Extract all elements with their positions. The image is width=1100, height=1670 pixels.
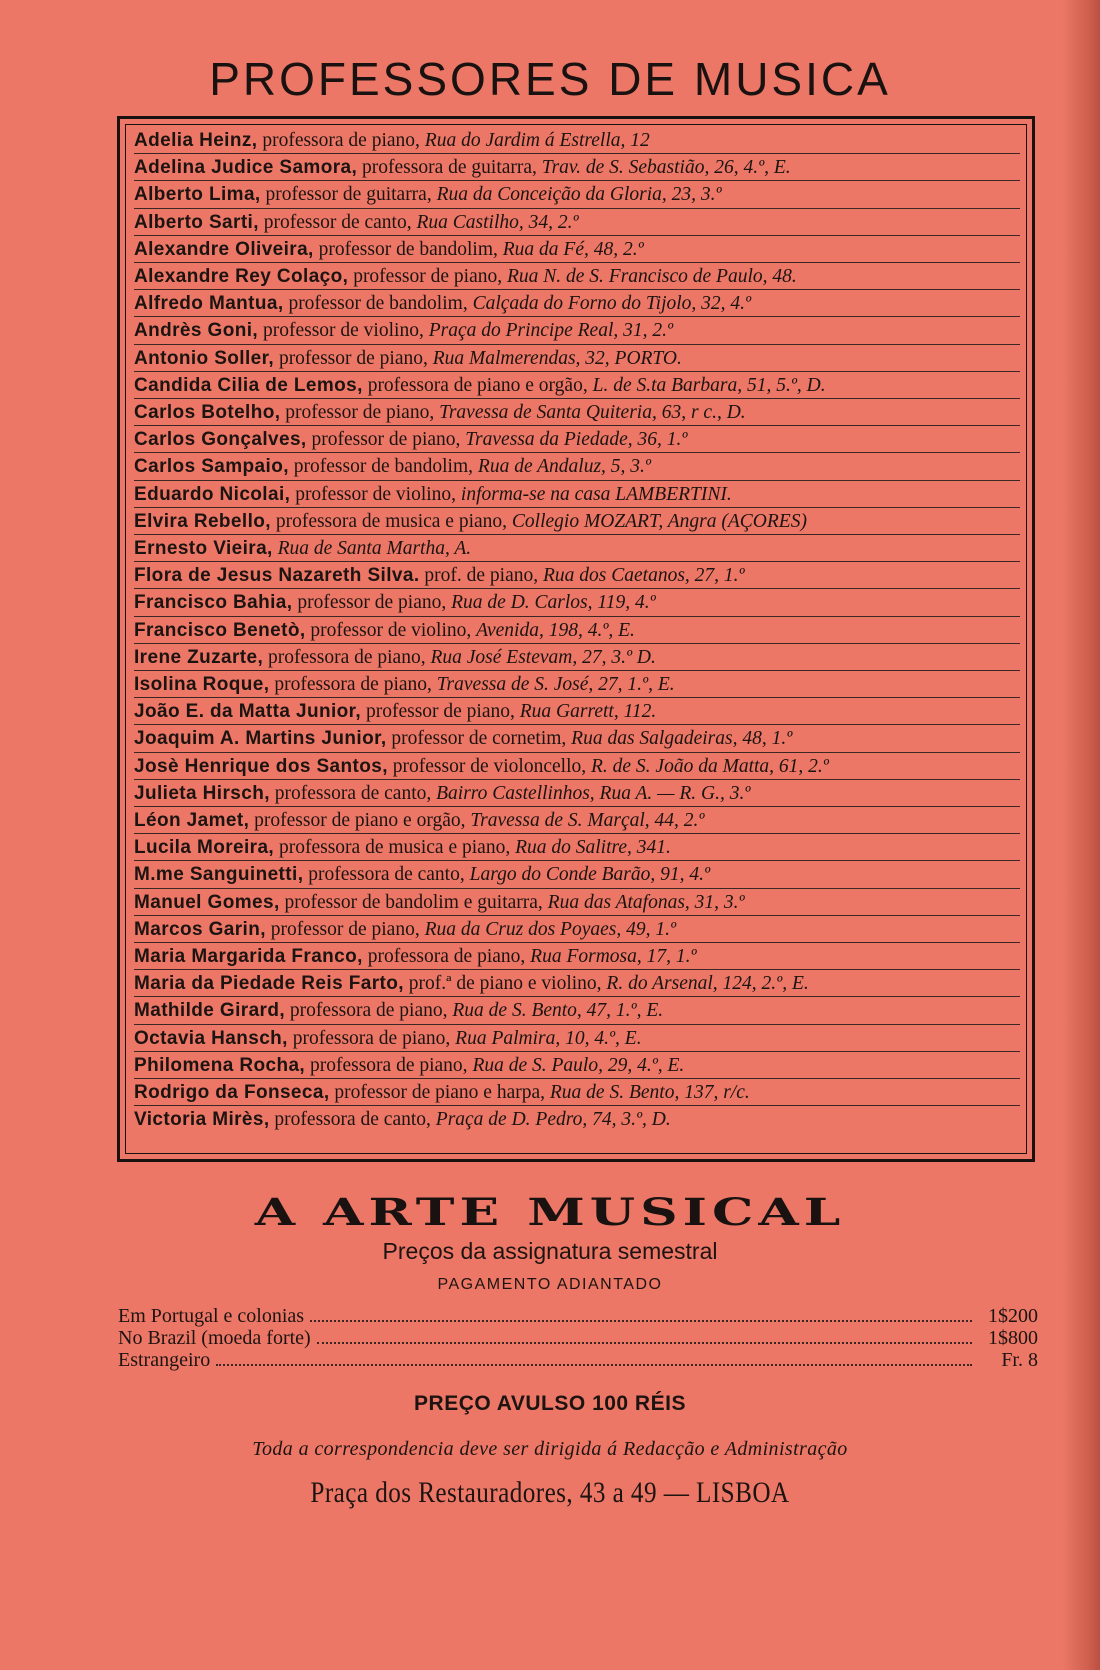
directory-row (134, 562, 1020, 589)
directory-row (134, 671, 1020, 698)
teacher-occupation: professora de musica e piano, (275, 510, 508, 532)
teacher-directory (117, 116, 1035, 1162)
teacher-address: Rua de Andaluz, 5, 3.º (477, 456, 651, 478)
teacher-occupation: professora de guitarra, (362, 157, 537, 179)
teacher-name: Carlos Botelho, (134, 402, 281, 423)
teacher-occupation: professora de piano, (309, 1054, 468, 1076)
page-title: PROFESSORES DE MUSICA (209, 53, 891, 105)
teacher-address: Rua Palmira, 10, 4.º, E. (455, 1027, 642, 1049)
directory-row (134, 589, 1020, 616)
teacher-name: Julieta Hirsch, (134, 782, 270, 804)
teacher-occupation: professor de bandolim e guitarra, (284, 891, 543, 913)
teacher-address: Rua Castilho, 34, 2.º (416, 211, 579, 233)
teacher-address: Rua N. de S. Francisco de Paulo, 48. (506, 266, 797, 287)
teacher-occupation: professor de piano, (270, 918, 420, 940)
page-edge-shadow (1062, 0, 1100, 1670)
price-label: No Brazil (moeda forte) (118, 1327, 311, 1349)
teacher-name: Carlos Sampaio, (134, 456, 289, 478)
teacher-name: Ernesto Vieira, (134, 538, 273, 559)
teacher-address: Rua Formosa, 17, 1.º (530, 946, 697, 967)
teacher-name: Philomena Rocha, (134, 1054, 306, 1076)
directory-row (134, 698, 1020, 725)
subscription-heading: Preços da assignatura semestral (382, 1238, 718, 1264)
price-row (118, 1305, 1038, 1327)
directory-row (134, 181, 1020, 208)
directory-row (134, 481, 1020, 508)
teacher-address: Travessa de S. José, 27, 1.º, E. (436, 674, 675, 695)
directory-row (134, 617, 1020, 644)
directory-frame (125, 124, 1027, 1154)
teacher-occupation: professor de canto, (263, 211, 412, 233)
teacher-occupation: professora de piano, (262, 130, 420, 151)
directory-row (134, 154, 1020, 181)
teacher-address: Travessa de Santa Quiteria, 63, r c., D. (439, 402, 746, 423)
teacher-name: Adelina Judice Samora, (134, 157, 358, 179)
price-row (118, 1327, 1038, 1349)
teacher-address: Praça de D. Pedro, 74, 3.º, D. (435, 1109, 671, 1131)
teacher-address: Rua da Conceição da Gloria, 23, 3.º (436, 184, 722, 206)
teacher-name: Marcos Garin, (134, 918, 266, 940)
teacher-occupation: professora de canto, (308, 864, 465, 886)
office-address: Praça dos Restauradores, 43 a 49 — LISBOA (310, 1476, 790, 1509)
teacher-occupation: prof. de piano, (424, 565, 539, 587)
directory-row (134, 970, 1020, 997)
teacher-address: Rua dos Caetanos, 27, 1.º (542, 565, 745, 587)
teacher-name: Rodrigo da Fonseca, (134, 1082, 330, 1103)
teacher-occupation: professor de bandolim, (318, 238, 498, 260)
directory-row (134, 535, 1020, 562)
teacher-occupation: professor de bandolim, (293, 456, 474, 478)
teacher-name: Alfredo Mantua, (134, 293, 284, 315)
directory-row (134, 943, 1020, 970)
directory-row (134, 916, 1020, 943)
teacher-name: Francisco Benetò, (134, 619, 306, 641)
teacher-address: Rua de D. Carlos, 119, 4.º (451, 592, 656, 614)
teacher-occupation: professora de piano, (367, 946, 526, 967)
teacher-address: Rua das Atafonas, 31, 3.º (547, 891, 745, 913)
teacher-address: Rua José Estevam, 27, 3.º D. (430, 646, 656, 668)
directory-row (134, 453, 1020, 480)
teacher-name: João E. da Matta Junior, (134, 701, 362, 723)
directory-row (134, 399, 1020, 426)
teacher-occupation: professor de piano, (365, 701, 515, 723)
teacher-occupation: professor de violino, (295, 483, 457, 505)
teacher-occupation: professora de canto, (274, 782, 432, 804)
teacher-name: Manuel Gomes, (134, 891, 280, 913)
dot-leader (317, 1341, 972, 1344)
teacher-address: Largo do Conde Barão, 91, 4.º (469, 864, 711, 886)
directory-row (134, 889, 1020, 916)
teacher-name: Mathilde Girard, (134, 1000, 286, 1022)
teacher-occupation: prof.ª de piano e violino, (408, 973, 602, 995)
directory-row (134, 1106, 1020, 1133)
teacher-occupation: professora de piano e orgão, (367, 374, 588, 396)
teacher-address: Praça do Principe Real, 31, 2.º (428, 320, 674, 342)
price-label: Em Portugal e colonias (118, 1305, 305, 1327)
teacher-name: Maria da Piedade Reis Farto, (134, 973, 404, 995)
teacher-name: Josè Henrique dos Santos, (134, 755, 388, 777)
payment-note: PAGAMENTO ADIANTADO (437, 1276, 663, 1293)
teacher-name: Léon Jamet, (134, 810, 250, 831)
teacher-occupation: professor de piano, (353, 266, 503, 287)
teacher-occupation: professor de violino, (262, 320, 424, 342)
price-list (118, 1305, 1038, 1371)
directory-row (134, 426, 1020, 453)
correspondence-note: Toda a correspondencia deve ser dirigida á Redacção e Administração (252, 1438, 848, 1460)
price-value: 1$800 (988, 1327, 1038, 1349)
price-label: Estrangeiro (118, 1349, 211, 1371)
teacher-occupation: professor de bandolim, (288, 293, 468, 315)
teacher-occupation: professora de piano, (274, 674, 432, 695)
teacher-occupation: professora de piano, (268, 646, 426, 668)
teacher-address: R. do Arsenal, 124, 2.º, E. (606, 973, 809, 995)
directory-row (134, 1052, 1020, 1079)
teacher-occupation: professor de piano, (278, 347, 428, 369)
teacher-address: Rua da Cruz dos Poyaes, 49, 1.º (424, 918, 677, 940)
directory-row (134, 508, 1020, 535)
teacher-name: Maria Margarida Franco, (134, 946, 363, 967)
teacher-occupation: professor de guitarra, (265, 184, 432, 206)
teacher-address: Travessa da Piedade, 36, 1.º (465, 429, 688, 451)
teacher-name: Alexandre Rey Colaço, (134, 266, 349, 287)
teacher-address: Trav. de S. Sebastião, 26, 4.º, E. (541, 157, 791, 179)
teacher-name: Adelia Heinz, (134, 130, 258, 151)
teacher-address: Avenida, 198, 4.º, E. (476, 619, 635, 641)
teacher-name: Elvira Rebello, (134, 510, 271, 532)
teacher-name: Isolina Roque, (134, 674, 270, 695)
directory-row (134, 263, 1020, 290)
teacher-name: Lucila Moreira, (134, 837, 275, 859)
teacher-name: M.me Sanguinetti, (134, 864, 304, 886)
directory-row (134, 997, 1020, 1024)
dot-leader (216, 1363, 972, 1366)
teacher-address: Bairro Castellinhos, Rua A. — R. G., 3.º (436, 782, 751, 804)
teacher-address: Rua do Salitre, 341. (515, 837, 671, 859)
directory-row (134, 834, 1020, 861)
dot-leader (310, 1319, 972, 1322)
teacher-name: Carlos Gonçalves, (134, 429, 307, 451)
teacher-occupation: professora de canto, (274, 1109, 431, 1131)
directory-row (134, 1079, 1020, 1106)
teacher-occupation: professor de violino, (310, 619, 472, 641)
directory-row (134, 317, 1020, 344)
teacher-name: Victoria Mirès, (134, 1109, 270, 1131)
directory-row (134, 372, 1020, 399)
directory-row (134, 861, 1020, 888)
teacher-occupation: professor de piano e harpa, (334, 1082, 546, 1103)
directory-row (134, 644, 1020, 671)
teacher-occupation: professor de violoncello, (392, 755, 587, 777)
teacher-address: Rua das Salgadeiras, 48, 1.º (571, 728, 793, 750)
teacher-name: Alberto Lima, (134, 184, 261, 206)
teacher-address: Rua de S. Paulo, 29, 4.º, E. (472, 1054, 685, 1076)
teacher-address: Rua Garrett, 112. (519, 701, 657, 723)
directory-row (134, 807, 1020, 834)
magazine-title: A ARTE MUSICAL (254, 1190, 846, 1235)
teacher-address: Rua Malmerendas, 32, PORTO. (432, 347, 682, 369)
directory-row (134, 127, 1020, 154)
teacher-address: Collegio MOZART, Angra (AÇORES) (511, 510, 807, 532)
teacher-name: Irene Zuzarte, (134, 646, 264, 668)
teacher-address: Rua do Jardim á Estrella, 12 (424, 130, 650, 151)
teacher-address: Rua de S. Bento, 137, r/c. (549, 1082, 750, 1103)
teacher-name: Antonio Soller, (134, 347, 275, 369)
teacher-address: L. de S.ta Barbara, 51, 5.º, D. (592, 374, 826, 396)
teacher-name: Joaquim A. Martins Junior, (134, 728, 387, 750)
teacher-name: Alexandre Oliveira, (134, 238, 314, 260)
directory-row (134, 725, 1020, 752)
teacher-occupation: professora de piano, (292, 1027, 451, 1049)
teacher-name: Andrès Goni, (134, 320, 259, 342)
teacher-name: Flora de Jesus Nazareth Silva. (134, 565, 420, 587)
teacher-name: Alberto Sarti, (134, 211, 259, 233)
teacher-address: Calçada do Forno do Tijolo, 32, 4.º (472, 293, 752, 315)
directory-row (134, 1025, 1020, 1052)
directory-row (134, 290, 1020, 317)
price-row (118, 1349, 1038, 1371)
teacher-occupation: professor de piano e orgão, (254, 810, 466, 831)
teacher-address: Travessa de S. Marçal, 44, 2.º (470, 810, 705, 831)
directory-row (134, 753, 1020, 780)
teacher-occupation: professor de piano, (311, 429, 461, 451)
teacher-occupation: professora de musica e piano, (278, 837, 511, 859)
teacher-name: Candida Cilia de Lemos, (134, 374, 363, 396)
teacher-name: Eduardo Nicolai, (134, 483, 291, 505)
price-value: 1$200 (988, 1305, 1038, 1327)
teacher-occupation: professor de piano, (285, 402, 435, 423)
teacher-address: Rua da Fé, 48, 2.º (502, 238, 644, 260)
single-issue-price: PREÇO AVULSO 100 RÉIS (414, 1392, 686, 1415)
teacher-occupation: professora de piano, (289, 1000, 448, 1022)
directory-row (134, 780, 1020, 807)
teacher-occupation: professor de piano, (297, 592, 447, 614)
teacher-address: informa-se na casa LAMBERTINI. (460, 483, 732, 505)
teacher-occupation: professor de cornetim, (391, 728, 567, 750)
directory-row (134, 345, 1020, 372)
teacher-name: Octavia Hansch, (134, 1027, 288, 1049)
price-value: Fr. 8 (1001, 1349, 1038, 1371)
teacher-address: Rua de Santa Martha, A. (277, 538, 472, 559)
teacher-address: R. de S. João da Matta, 61, 2.º (590, 755, 829, 777)
teacher-name: Francisco Bahia, (134, 592, 293, 614)
teacher-address: Rua de S. Bento, 47, 1.º, E. (452, 1000, 664, 1022)
directory-row (134, 209, 1020, 236)
directory-row (134, 236, 1020, 263)
